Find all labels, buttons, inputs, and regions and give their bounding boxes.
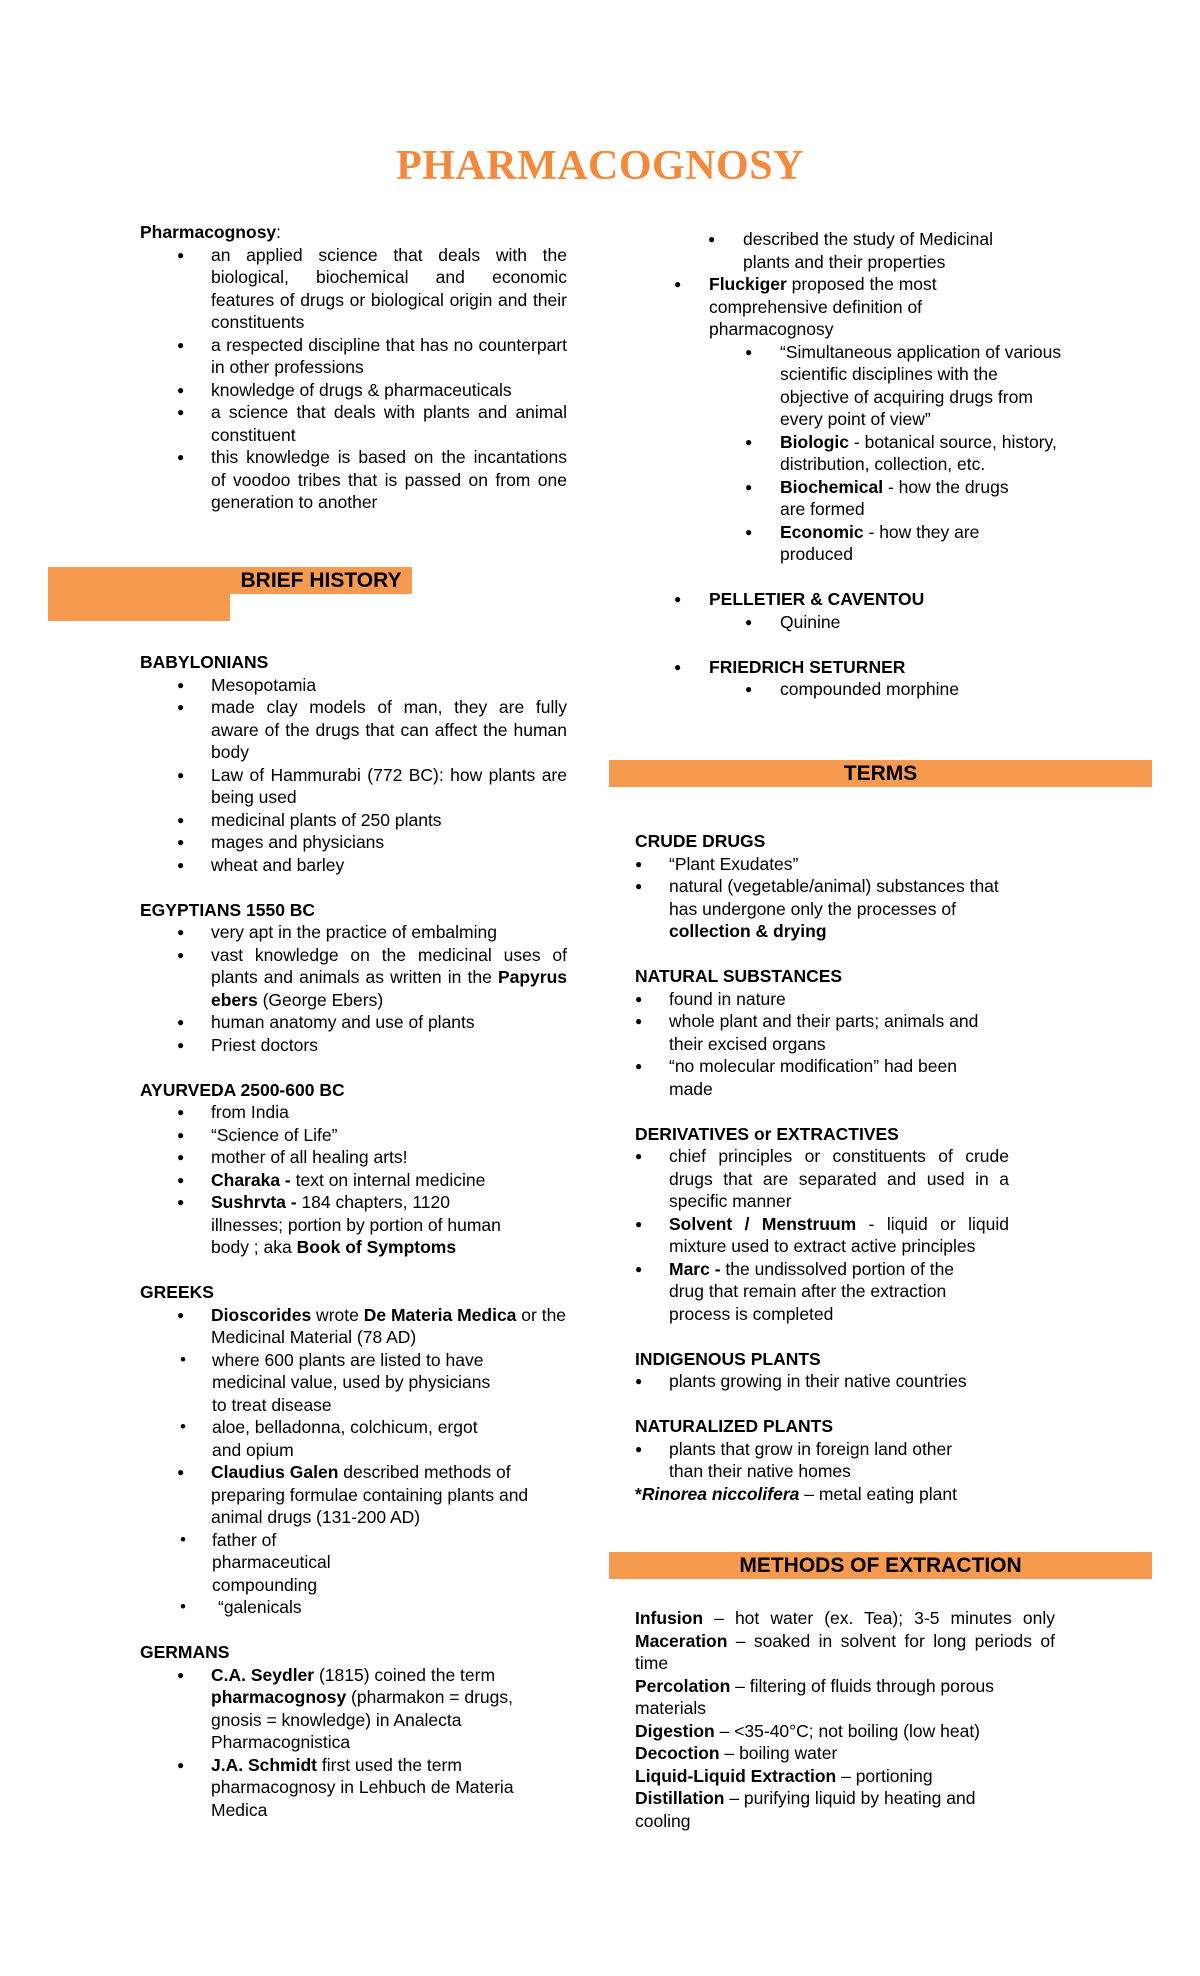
list-item: ● from India xyxy=(140,1101,567,1124)
method-decoction: Decoction – boiling water xyxy=(635,1743,838,1763)
history-header-bar xyxy=(48,567,230,621)
list-item: • where 600 plants are listed to have medicinal value, used by physicians to treat disease xyxy=(140,1349,567,1417)
section-heading: BABYLONIANS xyxy=(140,652,269,672)
list-item: ● mother of all healing arts! xyxy=(140,1146,567,1169)
list-item: ● a science that deals with plants and animal constituent xyxy=(140,401,567,446)
indigenous-list xyxy=(598,1370,1055,1393)
section-heading: CRUDE DRUGS xyxy=(635,831,766,851)
naturalized-note: *Rinorea niccolifera – metal eating plant xyxy=(635,1483,957,1504)
fluckiger-list xyxy=(635,273,1062,566)
crude-list xyxy=(598,853,1055,943)
page-title: PHARMACOGNOSY xyxy=(396,143,804,189)
list-item: ● Law of Hammurabi (772 BC): how plants are being used xyxy=(140,764,567,809)
list-item: ● Priest doctors xyxy=(140,1034,567,1057)
list-item: ● “Science of Life” xyxy=(140,1124,567,1147)
list-item: ● Quinine xyxy=(743,611,1062,634)
section-heading: EGYPTIANS 1550 BC xyxy=(140,899,316,920)
list-item: ● “Simultaneous application of various scientific disciplines with the objective of acquiring drugs from every point of view” xyxy=(743,341,1062,431)
methods-column xyxy=(635,1607,1055,1832)
naturalized-list xyxy=(598,1438,1055,1483)
list-item: ● Biochemical - how the drugs are formed xyxy=(743,476,1062,521)
terms-header: TERMS xyxy=(609,760,1152,787)
germans-list xyxy=(140,1664,567,1822)
babylonians-list xyxy=(140,674,567,877)
list-item: ● Mesopotamia xyxy=(140,674,567,697)
history-column xyxy=(140,651,567,1821)
list-item: • “galenicals xyxy=(140,1596,567,1619)
method-lle: Liquid-Liquid Extraction – portioning xyxy=(635,1765,933,1786)
list-item: ● chief principles or constituents of crude drugs that are separated and used in a specific manner xyxy=(598,1145,1055,1213)
list-item: ● FRIEDRICH SETURNER ● compounded morphine xyxy=(672,656,1062,701)
list-item: ● Dioscorides wrote De Materia Medica or the Medicinal Material (78 AD) • where 600 plants are listed to have medicinal value, used by physicians to treat disease • aloe, belladonna, colchicum, ergot and opium xyxy=(140,1304,567,1462)
list-item: ● Sushrvta - 184 chapters, 1120 illnesses; portion by portion of human body ; aka Book of Symptoms xyxy=(140,1191,567,1259)
derivatives-list xyxy=(598,1145,1055,1325)
list-item: ● PELLETIER & CAVENTOU ● Quinine xyxy=(672,588,1062,633)
terms-column xyxy=(635,830,1055,1505)
list-item: ● compounded morphine xyxy=(743,678,1062,701)
list-item: ● natural (vegetable/animal) substances that has undergone only the processes of collection & drying xyxy=(598,875,1055,943)
methods-header: METHODS OF EXTRACTION xyxy=(609,1552,1152,1579)
list-item: ● C.A. Seydler (1815) coined the term pharmacognosy (pharmakon = drugs, gnosis = knowledge) in Analecta Pharmacognistica xyxy=(140,1664,567,1754)
list-item: ● human anatomy and use of plants xyxy=(140,1011,567,1034)
list-item: ● Claudius Galen described methods of preparing formulae containing plants and animal drugs (131-200 AD) • father of pharmaceutical compounding • “galenicals xyxy=(140,1461,567,1619)
section-heading: DERIVATIVES or EXTRACTIVES xyxy=(635,1123,899,1144)
list-item: ● found in nature xyxy=(598,988,1055,1011)
list-item: ● made clay models of man, they are fully aware of the drugs that can affect the human body xyxy=(140,696,567,764)
list-item: ● “no molecular modification” had been made xyxy=(598,1055,1055,1100)
intro-heading: Pharmacognosy: xyxy=(140,222,282,242)
list-item: ● Solvent / Menstruum - liquid or liquid mixture used to extract active principles xyxy=(598,1213,1055,1258)
method-digestion: Digestion – <35-40°C; not boiling (low heat) xyxy=(635,1720,981,1741)
method-percolation: Percolation – filtering of fluids through porous materials xyxy=(635,1675,994,1718)
list-item: ● Charaka - text on internal medicine xyxy=(140,1169,567,1192)
ayurveda-list xyxy=(140,1101,567,1259)
list-item: ● “Plant Exudates” xyxy=(598,853,1055,876)
list-item: ● Marc - the undissolved portion of the drug that remain after the extraction process is completed xyxy=(598,1258,1055,1326)
list-item: ● very apt in the practice of embalming xyxy=(140,921,567,944)
section-heading: GREEKS xyxy=(140,1282,214,1302)
list-item: • father of pharmaceutical compounding xyxy=(140,1529,567,1597)
list-item: • aloe, belladonna, colchicum, ergot and opium xyxy=(140,1416,567,1461)
history-header: BRIEF HISTORY xyxy=(230,567,412,594)
list-item: ● Biologic - botanical source, history, distribution, collection, etc. xyxy=(743,431,1062,476)
list-item: ● described the study of Medicinal plants and their properties xyxy=(635,228,1062,273)
method-distillation: Distillation – purifying liquid by heating and cooling xyxy=(635,1788,976,1831)
schmidt-cont-list xyxy=(635,228,1062,273)
pelletier-list xyxy=(635,588,1062,633)
section-heading: AYURVEDA 2500-600 BC xyxy=(140,1079,345,1100)
list-item: ● whole plant and their parts; animals and their excised organs xyxy=(598,1010,1055,1055)
list-item: ● an applied science that deals with the biological, biochemical and economic features of drugs or biological origin and their constituents xyxy=(140,244,567,334)
intro-list xyxy=(140,244,567,514)
method-infusion: Infusion – hot water (ex. Tea); 3-5 minutes only Maceration – soaked in solvent for long periods of time xyxy=(635,1608,1055,1673)
list-item: ● mages and physicians xyxy=(140,831,567,854)
greeks-list xyxy=(140,1304,567,1619)
list-item: ● Economic - how they are produced xyxy=(743,521,1062,566)
list-item: ● Fluckiger proposed the most comprehensive definition of pharmacognosy ● “Simultaneous application of various scientific disciplines with the objective of acquiring drugs from every point of view” ● Biologic - botanical source, history, distribution, collection, etc. ● Biochemical - how the drugs are formed ● Economic - how they are produced xyxy=(672,273,1062,566)
friedrich-list xyxy=(635,656,1062,701)
right-column xyxy=(672,228,1062,701)
section-heading: NATURAL SUBSTANCES xyxy=(635,966,843,986)
section-heading: NATURALIZED PLANTS xyxy=(635,1416,833,1436)
list-item: ● medicinal plants of 250 plants xyxy=(140,809,567,832)
list-item: ● J.A. Schmidt first used the term pharmacognosy in Lehbuch de Materia Medica xyxy=(140,1754,567,1822)
section-heading: INDIGENOUS PLANTS xyxy=(635,1348,821,1369)
list-item: ● plants that grow in foreign land other than their native homes xyxy=(598,1438,1055,1483)
list-item: ● a respected discipline that has no counterpart in other professions xyxy=(140,334,567,379)
list-item: ● plants growing in their native countries xyxy=(598,1370,1055,1393)
list-item: ● this knowledge is based on the incantations of voodoo tribes that is passed on from one generation to another xyxy=(140,446,567,514)
list-item: ● knowledge of drugs & pharmaceuticals xyxy=(140,379,567,402)
egyptians-list xyxy=(140,921,567,1056)
list-item: ● vast knowledge on the medicinal uses of plants and animals as written in the Papyrus ebers (George Ebers) xyxy=(140,944,567,1012)
natural-list xyxy=(598,988,1055,1101)
section-heading: GERMANS xyxy=(140,1642,230,1662)
left-column xyxy=(140,221,567,514)
list-item: ● wheat and barley xyxy=(140,854,567,877)
